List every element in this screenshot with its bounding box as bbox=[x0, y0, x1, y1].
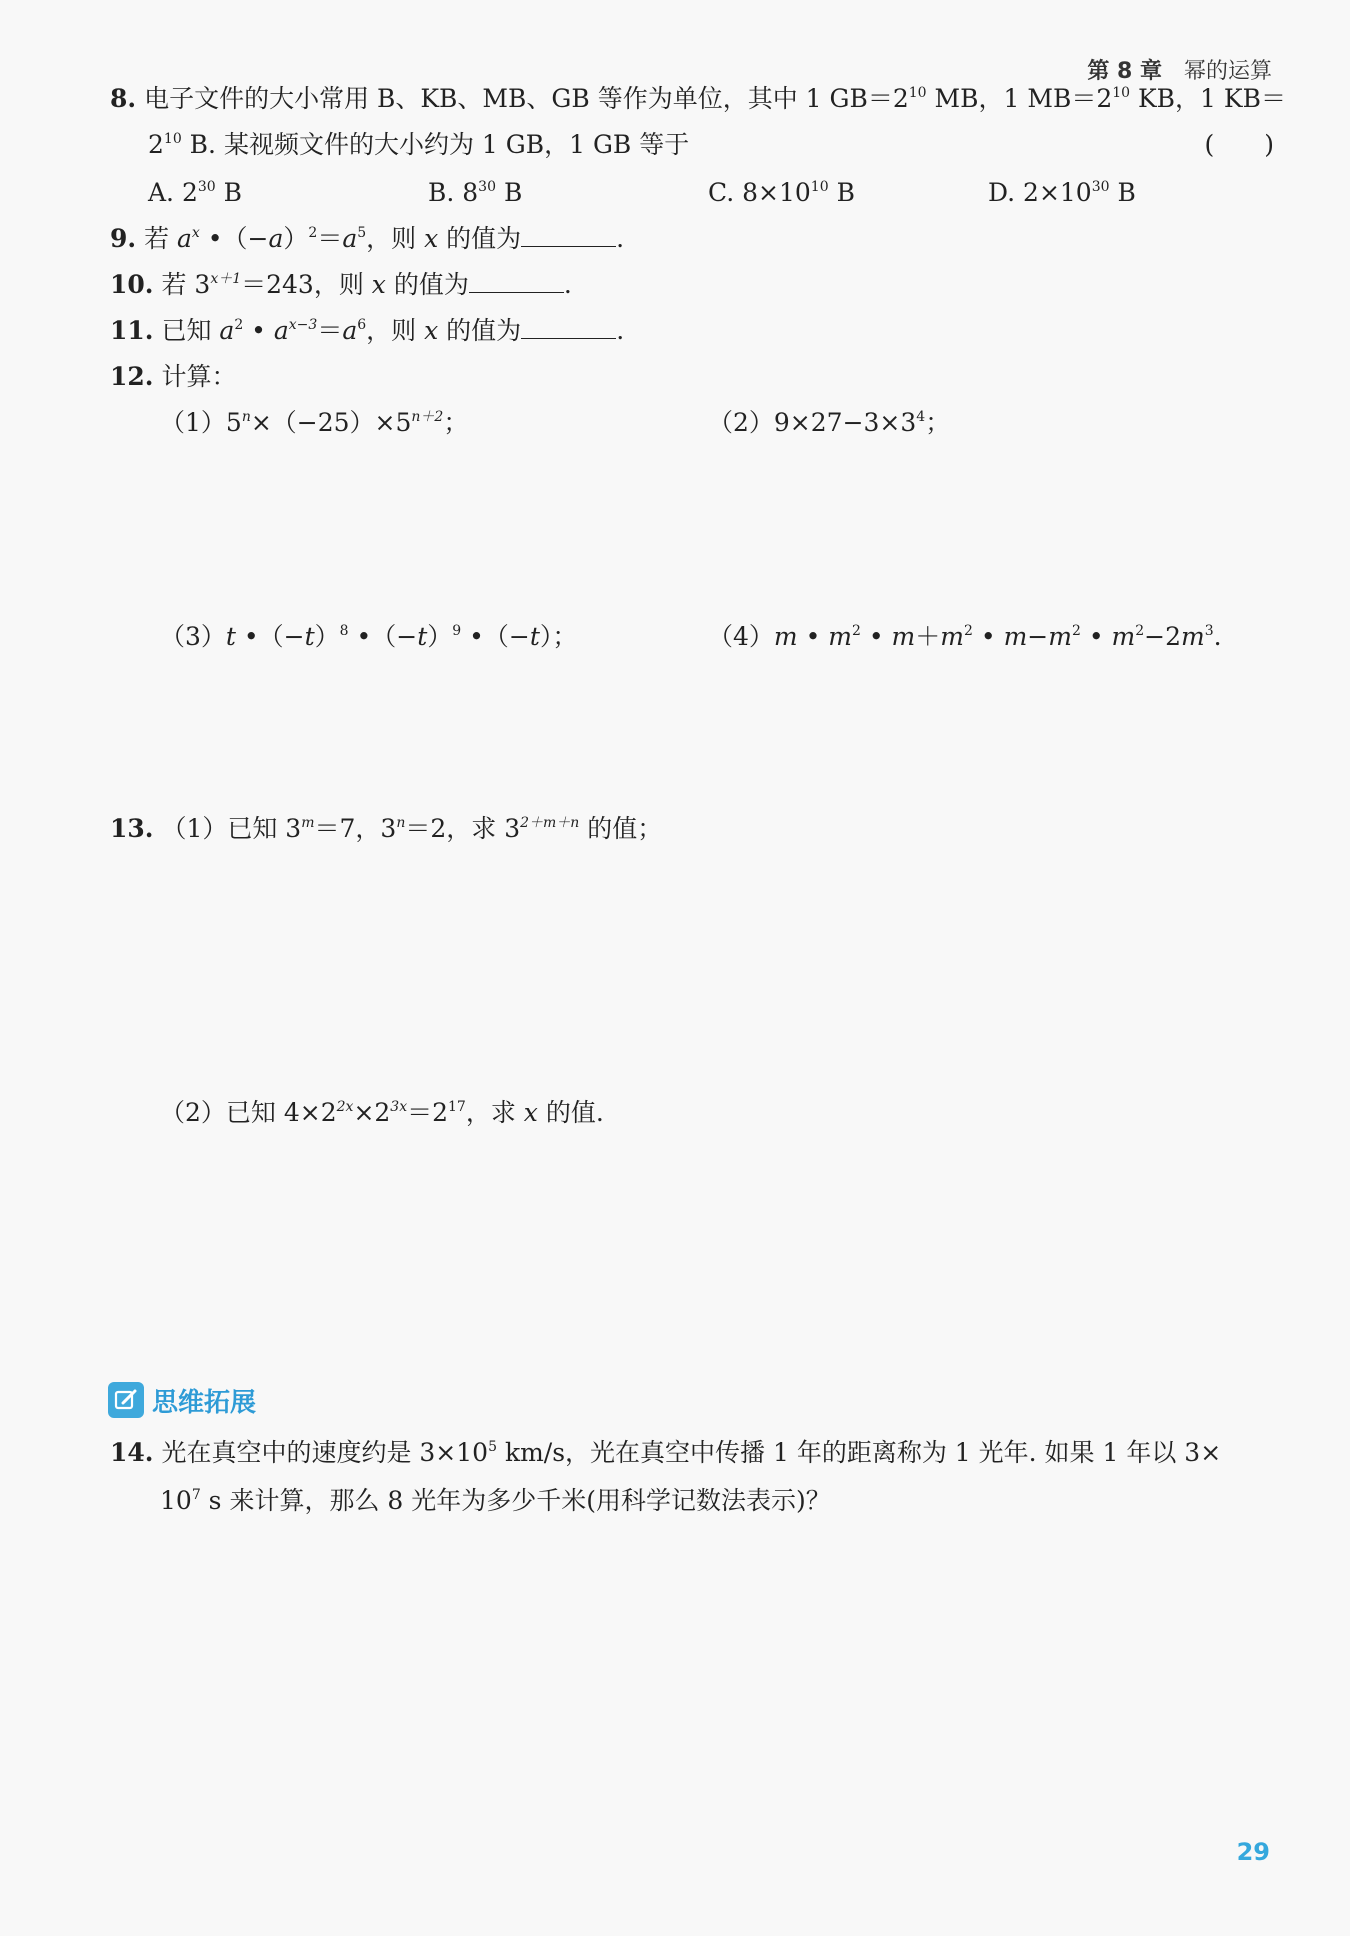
variable: a bbox=[268, 224, 284, 253]
q12-title: 计算： bbox=[161, 362, 237, 391]
part-text: ； bbox=[925, 408, 951, 437]
exponent: 2 bbox=[234, 317, 244, 333]
exponent: 2＋m＋n bbox=[520, 815, 580, 831]
pencil-icon bbox=[108, 1382, 144, 1418]
part-text: •（− bbox=[235, 622, 305, 651]
q9-text: 若 bbox=[144, 224, 178, 253]
variable: m bbox=[1003, 622, 1028, 651]
q8-text: 电子文件的大小常用 B、KB、MB、GB 等作为单位，其中 1 GB＝2 bbox=[144, 84, 909, 113]
variable: m bbox=[773, 622, 798, 651]
part-text: ）； bbox=[539, 622, 578, 651]
option-text: B. 8 bbox=[428, 178, 479, 207]
option-text: A. 2 bbox=[148, 178, 198, 207]
variable: x bbox=[424, 224, 439, 253]
q9-text: ，则 bbox=[366, 224, 425, 253]
variable: a bbox=[342, 224, 358, 253]
part-text: ＝2，求 3 bbox=[405, 814, 521, 843]
answer-blank[interactable] bbox=[469, 268, 564, 293]
part-text: • bbox=[797, 622, 829, 651]
variable: m bbox=[828, 622, 852, 651]
variable: t bbox=[304, 622, 315, 651]
part-text: ； bbox=[443, 408, 469, 437]
option-a bbox=[148, 176, 242, 210]
exponent: 6 bbox=[357, 317, 367, 333]
q14-text: s 来计算，那么 8 光年为多少千米(用科学记数法表示)？ bbox=[200, 1486, 831, 1515]
option-text: B bbox=[215, 178, 243, 207]
answer-bracket: ( ) bbox=[1204, 130, 1274, 159]
variable: x bbox=[424, 316, 439, 345]
exponent: 5 bbox=[357, 225, 367, 241]
part-text: （2）已知 4×2 bbox=[160, 1098, 337, 1127]
q14-text: 10 bbox=[160, 1486, 192, 1515]
option-d bbox=[988, 176, 1136, 210]
exponent: 30 bbox=[1091, 179, 1110, 195]
exponent: 4 bbox=[916, 409, 926, 425]
question-14-line-2 bbox=[160, 1484, 831, 1518]
exponent: x＋1 bbox=[210, 271, 242, 287]
variable: m bbox=[940, 622, 964, 651]
running-header bbox=[1087, 54, 1272, 85]
variable: m bbox=[1111, 622, 1136, 651]
answer-blank[interactable] bbox=[521, 222, 616, 247]
exponent: 2 bbox=[308, 225, 318, 241]
exponent: 2x bbox=[336, 1099, 354, 1115]
exponent: 2 bbox=[1071, 623, 1081, 639]
question-13-part-1 bbox=[110, 812, 662, 846]
part-text: ＋ bbox=[915, 622, 941, 651]
exponent: x bbox=[191, 225, 200, 241]
variable: a bbox=[342, 316, 358, 345]
variable: x bbox=[371, 270, 386, 299]
option-text: B bbox=[496, 178, 523, 207]
part-text: −2 bbox=[1144, 622, 1182, 651]
q8-text: B. 某视频文件的大小约为 1 GB，1 GB 等于 bbox=[181, 130, 690, 159]
part-text: ＝7，3 bbox=[314, 814, 397, 843]
q8-text: 2 bbox=[148, 130, 164, 159]
question-number: 14. bbox=[110, 1438, 154, 1467]
q12-part-1 bbox=[160, 406, 468, 440]
variable: m bbox=[891, 622, 916, 651]
q14-text: km/s，光在真空中传播 1 年的距离称为 1 光年. 如果 1 年以 3× bbox=[497, 1438, 1222, 1467]
q11-text: . bbox=[616, 316, 625, 345]
q9-text: 的值为 bbox=[438, 224, 522, 253]
question-9 bbox=[110, 222, 624, 256]
q9-text: . bbox=[616, 224, 625, 253]
exponent: 7 bbox=[191, 1487, 201, 1503]
question-number: 13. bbox=[110, 814, 154, 843]
part-text: （1）已知 3 bbox=[161, 814, 302, 843]
page-number: 29 bbox=[1236, 1838, 1270, 1866]
variable: a bbox=[177, 224, 192, 253]
part-text: •（− bbox=[461, 622, 530, 651]
exponent: 9 bbox=[452, 623, 462, 639]
exponent: 2 bbox=[1135, 623, 1145, 639]
part-text: − bbox=[1027, 622, 1049, 651]
exponent: n＋2 bbox=[411, 409, 444, 425]
part-text: ） bbox=[427, 622, 453, 651]
q9-text: ＝ bbox=[317, 224, 343, 253]
section-title: 思维拓展 bbox=[152, 1387, 257, 1418]
answer-blank[interactable] bbox=[521, 314, 616, 339]
exponent: n bbox=[396, 815, 406, 831]
part-text: •（− bbox=[348, 622, 418, 651]
part-text: ，求 bbox=[465, 1098, 524, 1127]
q12-part-3 bbox=[160, 620, 577, 654]
q10-text: 若 3 bbox=[161, 270, 211, 299]
q10-text: . bbox=[563, 270, 572, 299]
q11-text: 已知 bbox=[161, 316, 220, 345]
q14-text: 光在真空中的速度约是 3×10 bbox=[161, 1438, 489, 1467]
variable: m bbox=[1181, 622, 1205, 651]
question-number: 11. bbox=[110, 316, 154, 345]
exponent: 2 bbox=[851, 623, 861, 639]
q10-text: 的值为 bbox=[385, 270, 469, 299]
q10-text: ＝243，则 bbox=[241, 270, 372, 299]
part-text: 的值； bbox=[579, 814, 663, 843]
option-text: B bbox=[1109, 178, 1136, 207]
exponent: n bbox=[241, 409, 251, 425]
q11-text: • bbox=[243, 316, 274, 345]
q8-text: MB，1 MB＝2 bbox=[926, 84, 1113, 113]
part-text: （4） bbox=[708, 622, 774, 651]
exponent: 8 bbox=[339, 623, 349, 639]
exponent: 17 bbox=[448, 1099, 466, 1115]
option-text: D. 2×10 bbox=[988, 178, 1092, 207]
option-text: C. 8×10 bbox=[708, 178, 811, 207]
question-12 bbox=[110, 360, 236, 394]
option-c bbox=[708, 176, 855, 210]
part-text: ） bbox=[314, 622, 340, 651]
q12-part-4 bbox=[708, 620, 1222, 654]
exponent: 2 bbox=[964, 623, 973, 639]
variable: x bbox=[523, 1098, 538, 1127]
question-14-line-1 bbox=[110, 1436, 1221, 1470]
part-text: （1）5 bbox=[160, 408, 242, 437]
exponent: 5 bbox=[488, 1439, 497, 1455]
exponent: m bbox=[301, 815, 315, 831]
part-text: ＝2 bbox=[407, 1098, 449, 1127]
part-text: • bbox=[1080, 622, 1112, 651]
part-text: （3） bbox=[160, 622, 226, 651]
part-text: ×（−25）×5 bbox=[250, 408, 412, 437]
q12-part-2 bbox=[708, 406, 950, 440]
option-text: B bbox=[828, 178, 855, 207]
part-text: • bbox=[972, 622, 1004, 651]
part-text: . bbox=[1213, 622, 1222, 651]
part-text: ×2 bbox=[353, 1098, 391, 1127]
question-11 bbox=[110, 314, 624, 348]
question-number: 9. bbox=[110, 224, 137, 253]
part-text: （2）9×27−3×3 bbox=[708, 408, 917, 437]
option-b bbox=[428, 176, 522, 210]
q11-text: 的值为 bbox=[438, 316, 522, 345]
question-10 bbox=[110, 268, 572, 302]
exponent: 10 bbox=[908, 85, 927, 101]
q9-text: ） bbox=[283, 224, 309, 253]
exponent: 30 bbox=[478, 179, 496, 195]
variable: t bbox=[529, 622, 540, 651]
variable: a bbox=[273, 316, 289, 345]
q9-text: •（− bbox=[199, 224, 269, 253]
variable: t bbox=[225, 622, 236, 651]
variable: a bbox=[219, 316, 235, 345]
q11-text: ，则 bbox=[366, 316, 425, 345]
section-header bbox=[108, 1380, 256, 1420]
exponent: x−3 bbox=[288, 317, 318, 333]
question-number: 12. bbox=[110, 362, 154, 391]
q8-text: KB，1 KB＝ bbox=[1130, 84, 1286, 113]
q11-text: ＝ bbox=[317, 316, 343, 345]
exponent: 3x bbox=[390, 1099, 408, 1115]
question-8-line-2 bbox=[148, 128, 689, 162]
question-13-part-2 bbox=[160, 1096, 604, 1130]
part-text: 的值. bbox=[537, 1098, 604, 1127]
question-number: 8. bbox=[110, 84, 137, 113]
question-number: 10. bbox=[110, 270, 154, 299]
exponent: 10 bbox=[810, 179, 829, 195]
exponent: 10 bbox=[163, 131, 182, 147]
variable: t bbox=[417, 622, 428, 651]
exponent: 10 bbox=[1112, 85, 1131, 101]
part-text: • bbox=[860, 622, 892, 651]
variable: m bbox=[1048, 622, 1072, 651]
exponent: 30 bbox=[197, 179, 216, 195]
chapter-title: 幂的运算 bbox=[1183, 59, 1272, 84]
exponent: 3 bbox=[1204, 623, 1214, 639]
chapter-label: 第 8 章 bbox=[1087, 59, 1162, 84]
question-8-line-1 bbox=[110, 82, 1286, 116]
